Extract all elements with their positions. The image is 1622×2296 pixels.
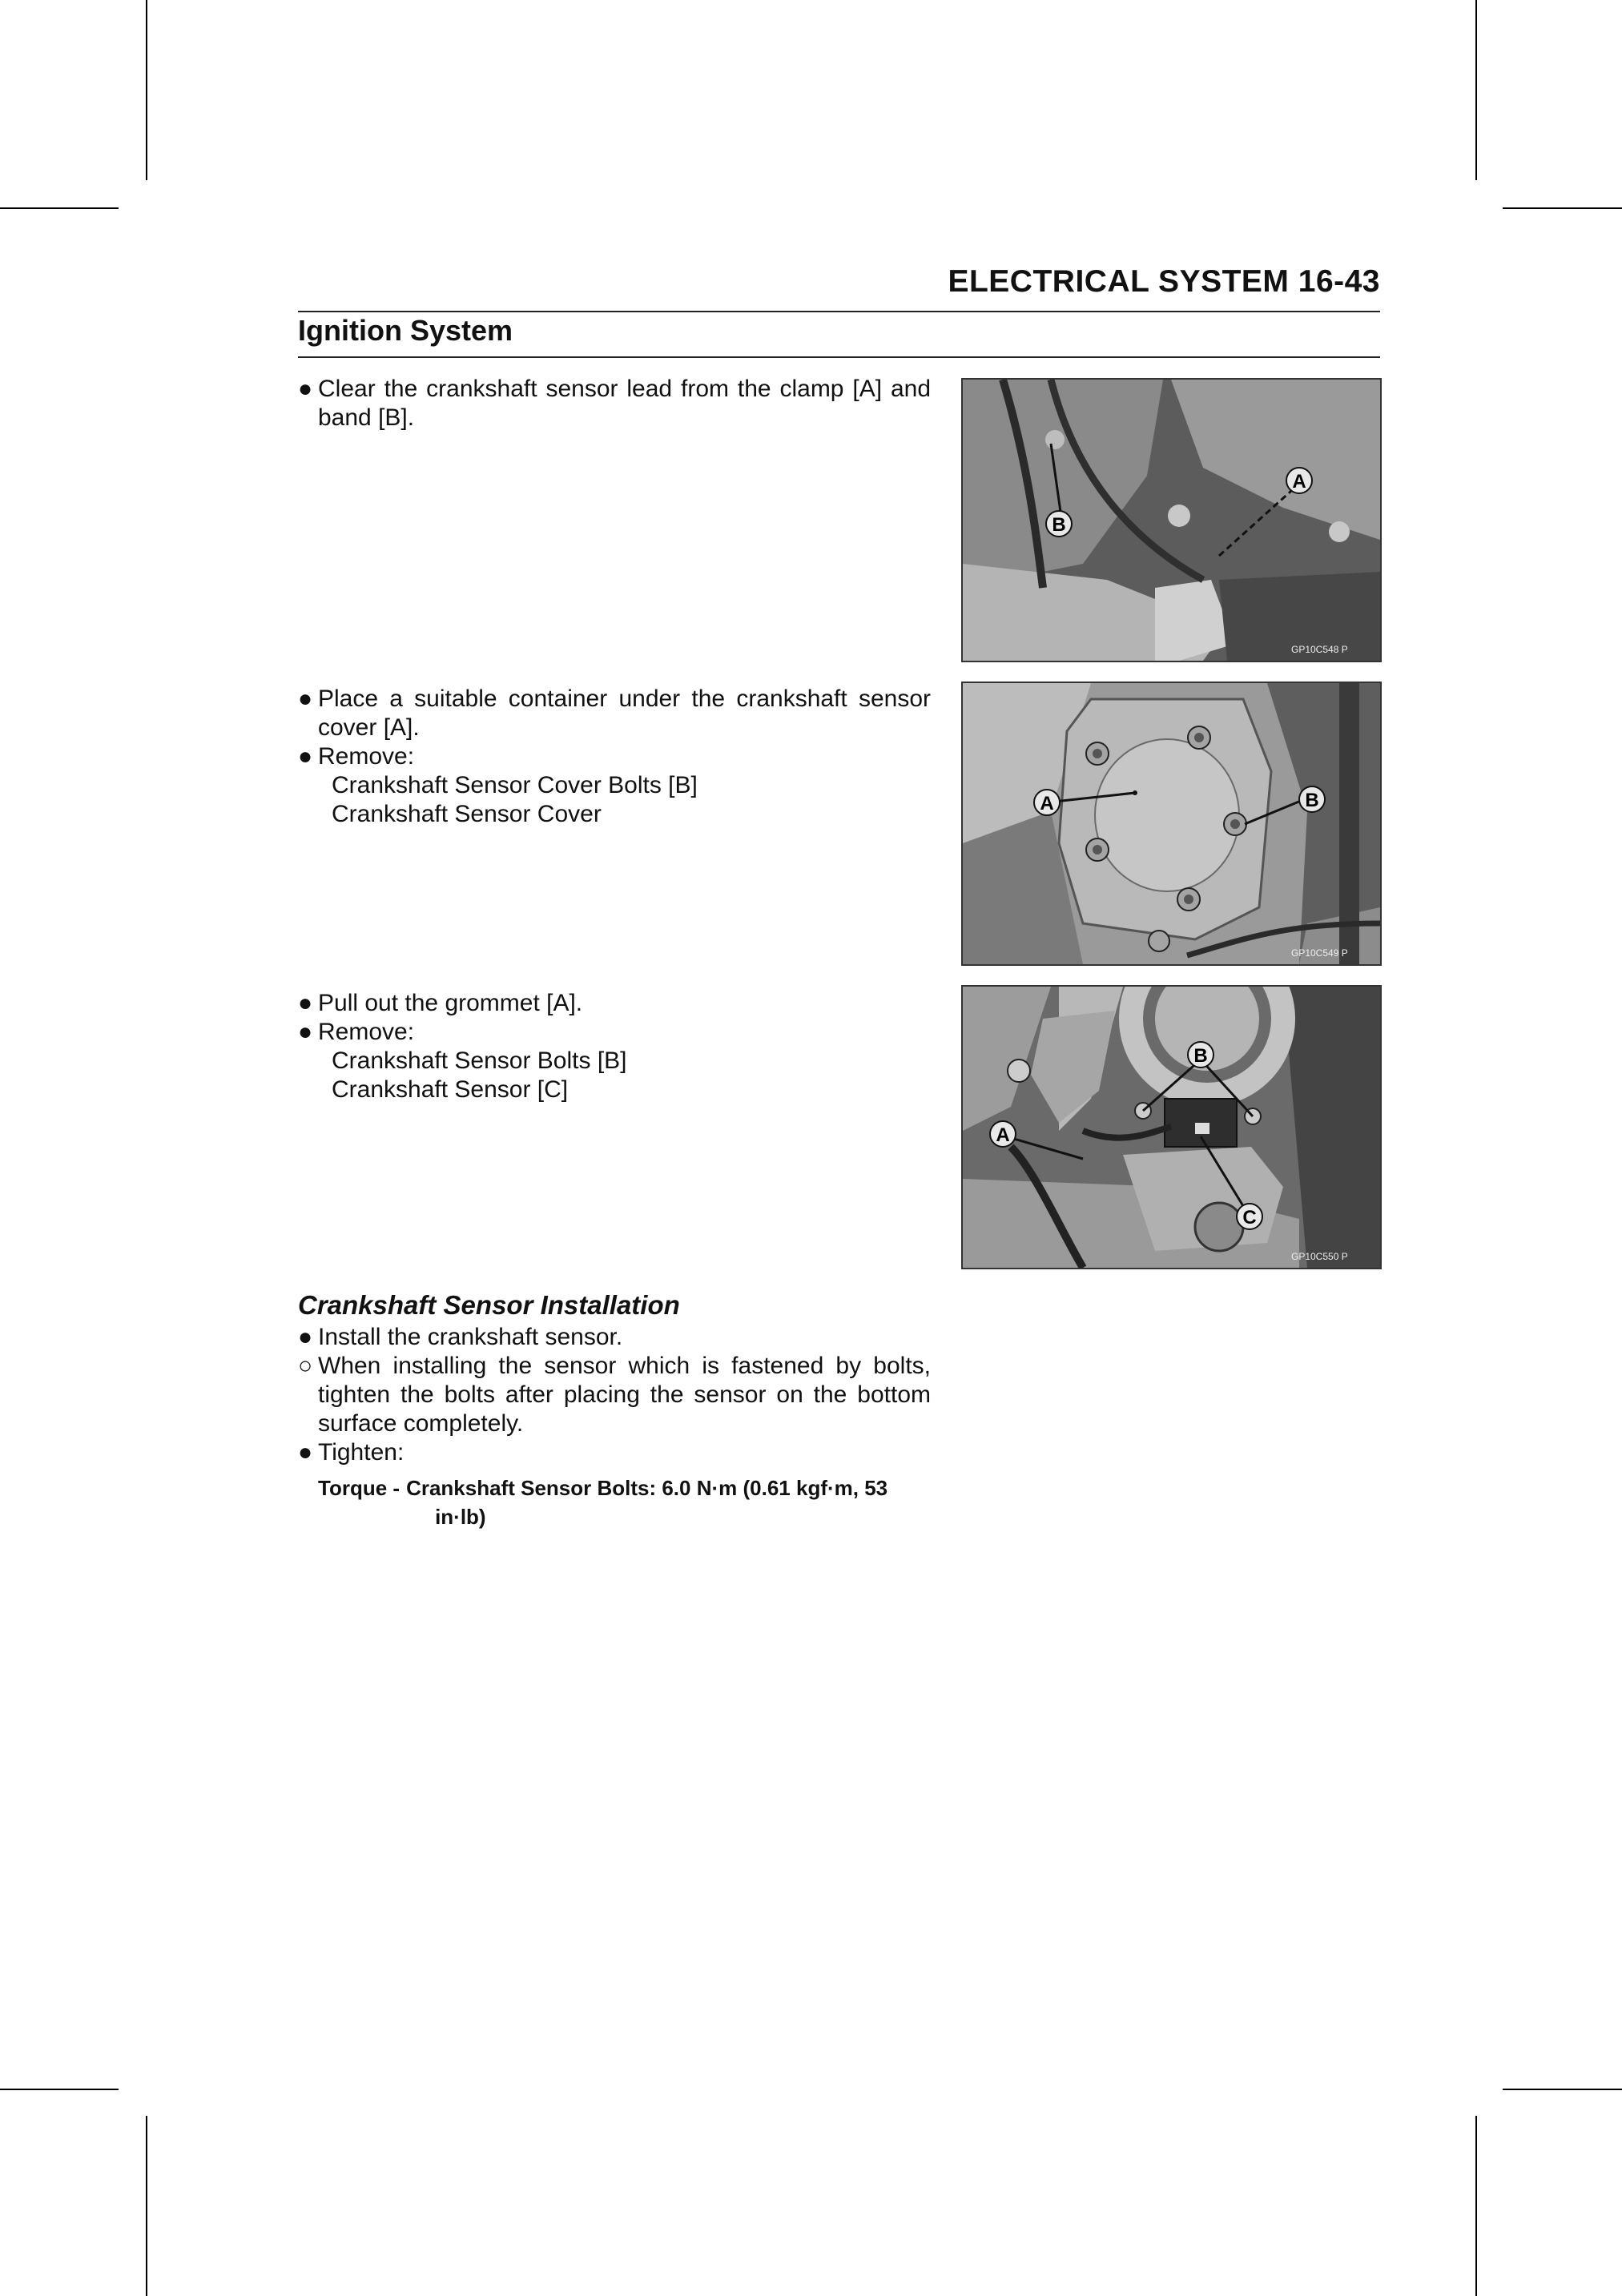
section-rule <box>298 356 1380 358</box>
bullet: ● <box>298 1324 313 1350</box>
figure-2-photo <box>961 682 1382 966</box>
step-text: Install the crankshaft sensor. <box>318 1324 623 1350</box>
step-1 <box>298 375 931 432</box>
torque-text: Crankshaft Sensor Bolts: 6.0 N·m (0.61 kgf·m, 53 <box>406 1476 888 1500</box>
torque-text-cont: in·lb) <box>435 1505 486 1529</box>
bullet: ● <box>298 1019 313 1045</box>
list-item <box>298 1018 931 1047</box>
section-title: Ignition System <box>298 314 513 347</box>
crop-mark <box>146 2116 147 2296</box>
step-text: Remove: <box>318 1019 415 1045</box>
callout-a <box>1034 790 1060 815</box>
callout-a <box>990 1121 1016 1147</box>
figure-1-illustration <box>963 380 1380 661</box>
figure-2-illustration <box>963 683 1380 964</box>
list-item <box>298 742 931 771</box>
figure-code: GP10C548 P <box>1291 644 1348 655</box>
figure-code: GP10C550 P <box>1291 1251 1348 1262</box>
step-text: Pull out the grommet [A]. <box>318 990 583 1016</box>
bullet: ● <box>298 686 313 712</box>
list-item <box>298 989 931 1018</box>
callout-b <box>1299 786 1325 812</box>
list-item <box>298 375 931 432</box>
sublist-item: Crankshaft Sensor [C] <box>332 1076 569 1103</box>
crop-mark <box>1475 0 1477 180</box>
sublist-item: Crankshaft Sensor Cover Bolts [B] <box>332 772 698 798</box>
callout-c <box>1237 1204 1262 1229</box>
step-text: Clear the crankshaft sensor lead from the clamp [A] and band [B]. <box>318 376 931 431</box>
bullet: ● <box>298 743 313 770</box>
crop-mark <box>1503 2089 1622 2090</box>
crop-mark <box>1475 2116 1477 2296</box>
svg-text:A: A <box>1292 471 1306 493</box>
svg-text:A: A <box>1040 793 1054 814</box>
sublist-item: Crankshaft Sensor Bolts [B] <box>332 1047 627 1074</box>
torque-label: Torque - <box>318 1476 400 1500</box>
torque-value <box>406 1474 887 1531</box>
list-item <box>298 685 931 742</box>
step-text: Remove: <box>318 743 415 770</box>
bullet: ● <box>298 1439 313 1466</box>
header-rule <box>298 311 1380 312</box>
list-item <box>298 1438 931 1467</box>
svg-text:C: C <box>1242 1207 1257 1228</box>
crop-mark <box>0 207 119 209</box>
crop-mark <box>0 2089 119 2090</box>
page-header: ELECTRICAL SYSTEM 16-43 <box>948 264 1380 299</box>
figure-code: GP10C549 P <box>1291 947 1348 959</box>
step-text: Tighten: <box>318 1439 404 1466</box>
callout-a <box>1286 468 1312 493</box>
note-marker: ○ <box>298 1353 313 1379</box>
list-item <box>298 1323 931 1352</box>
crop-mark <box>1503 207 1622 209</box>
list-item <box>298 1352 931 1438</box>
svg-text:B: B <box>1052 514 1066 536</box>
torque-spec <box>298 1474 931 1531</box>
step-2 <box>298 685 931 829</box>
step-text: When installing the sensor which is fastened by bolts, tighten the bolts after placing the sensor on the bottom surface completely. <box>318 1353 931 1437</box>
svg-text:B: B <box>1305 790 1319 811</box>
svg-text:B: B <box>1193 1045 1208 1067</box>
sublist-item: Crankshaft Sensor Cover <box>332 801 602 827</box>
figure-3-photo <box>961 985 1382 1269</box>
callout-b <box>1188 1042 1213 1068</box>
bullet: ● <box>298 376 313 402</box>
figure-3-illustration <box>963 987 1380 1268</box>
svg-text:A: A <box>996 1124 1010 1146</box>
crop-mark <box>146 0 147 180</box>
callout-b <box>1046 511 1072 537</box>
installation-title: Crankshaft Sensor Installation <box>298 1290 680 1320</box>
step-3 <box>298 989 931 1104</box>
installation-section <box>298 1289 931 1531</box>
figure-1-photo <box>961 378 1382 662</box>
step-text: Place a suitable container under the crankshaft sensor cover [A]. <box>318 686 931 741</box>
bullet: ● <box>298 990 313 1016</box>
